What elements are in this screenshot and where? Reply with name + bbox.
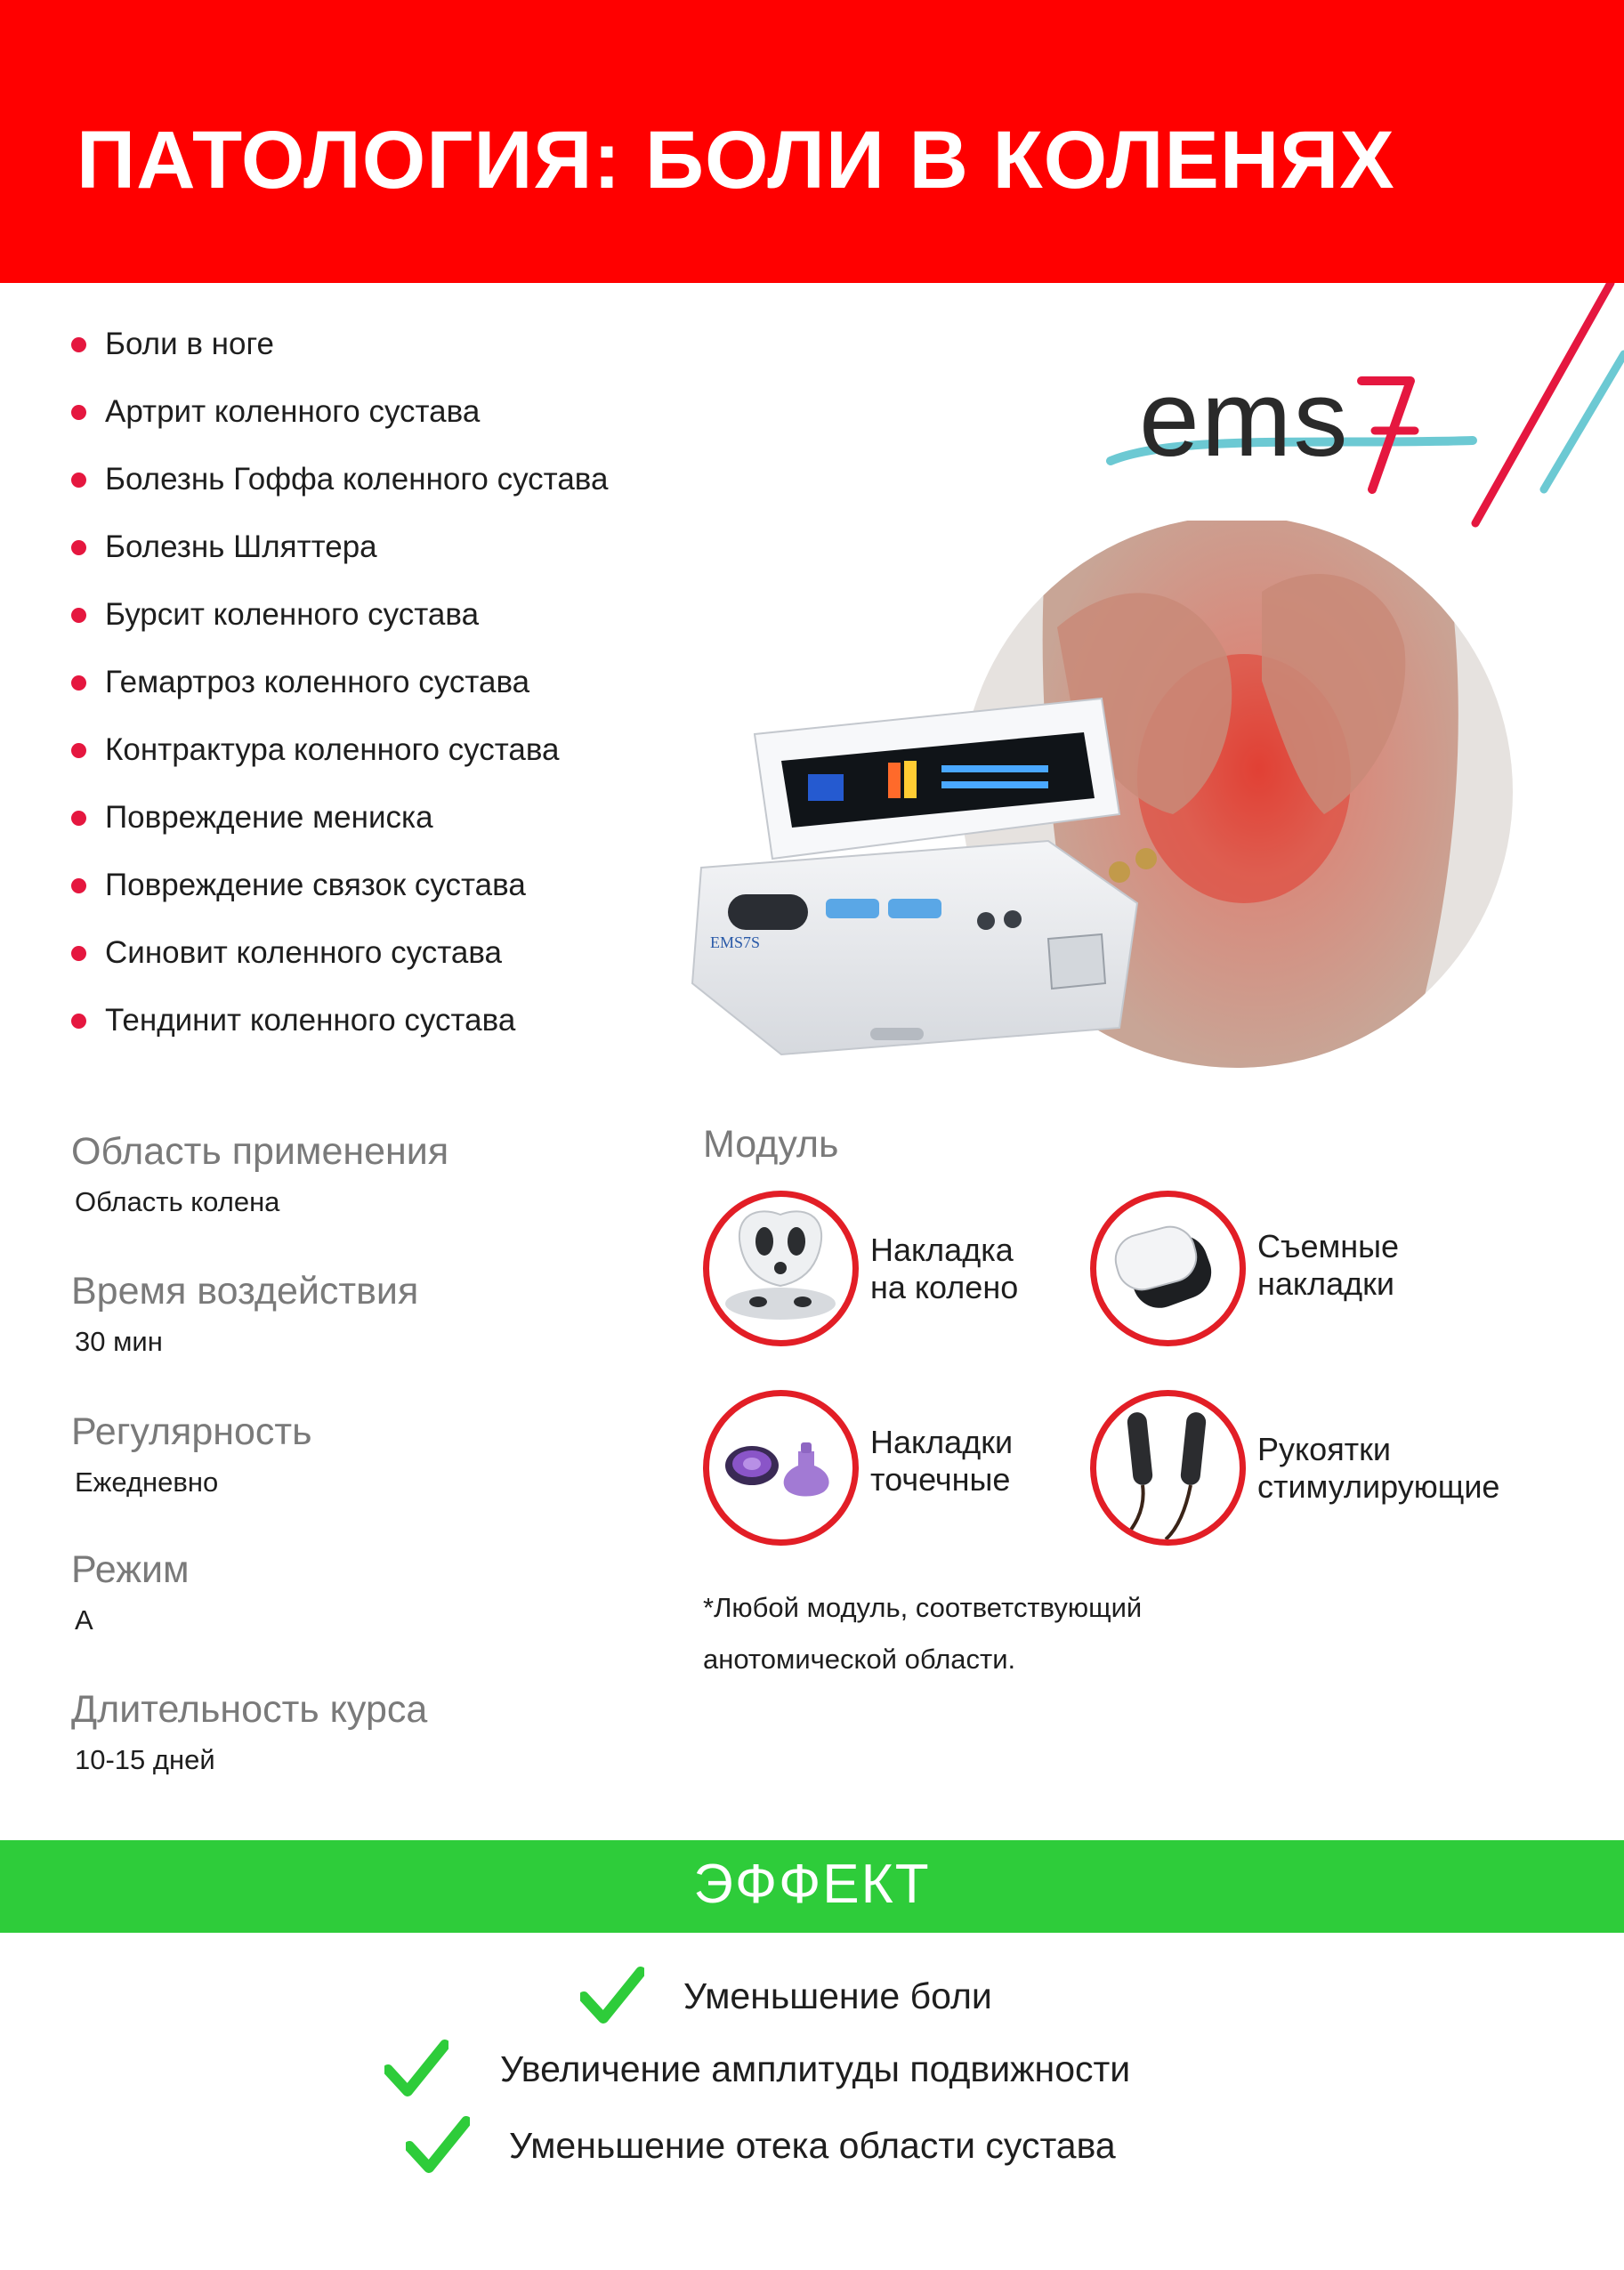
module-label: Рукоятки [1257, 1431, 1392, 1467]
param-label: Режим [71, 1548, 190, 1591]
modules-note [703, 1582, 1142, 1685]
module-label: Съемные [1257, 1228, 1400, 1264]
bullet-icon [71, 743, 86, 758]
checkmark-icon [384, 2038, 448, 2100]
checkmark-icon [580, 1965, 644, 2027]
list-item: Болезнь Шляттера [71, 525, 608, 593]
effect-title: ЭФФЕКТ [693, 1854, 931, 1915]
bullet-icon [71, 540, 86, 555]
param-value: Ежедневно [75, 1466, 219, 1498]
bullet-icon [71, 1014, 86, 1029]
list-item: Гемартроз коленного сустава [71, 660, 608, 728]
param-label: Область применения [71, 1130, 449, 1173]
module-ring [703, 1191, 859, 1346]
bullet-icon [71, 878, 86, 893]
module-ring [1090, 1390, 1246, 1546]
bullet-icon [71, 405, 86, 420]
param-time [71, 1270, 623, 1358]
point-pads-icon [709, 1396, 852, 1539]
param-value: А [75, 1604, 93, 1636]
effect-text: Уменьшение отека области сустава [509, 2125, 1116, 2166]
list-item: Синовит коленного сустава [71, 931, 608, 998]
module-label: Накладки [870, 1424, 1014, 1460]
modules-title: Модуль [703, 1123, 839, 1166]
list-item: Повреждение мениска [71, 796, 608, 863]
module-label: накладки [1257, 1265, 1394, 1302]
list-item: Тендинит коленного сустава [71, 998, 608, 1066]
param-regularity [71, 1410, 623, 1499]
param-value: 30 мин [75, 1326, 163, 1357]
module-label: стимулирующие [1257, 1468, 1500, 1505]
bullet-icon [71, 608, 86, 623]
param-value: 10-15 дней [75, 1744, 215, 1775]
effect-banner [0, 1840, 1624, 1933]
param-duration [71, 1688, 623, 1776]
knee-pad-icon [709, 1197, 852, 1340]
bullet-icon [71, 675, 86, 691]
module-label: на колено [870, 1269, 1019, 1305]
page-title: ПАТОЛОГИЯ: БОЛИ В КОЛЕНЯХ [77, 115, 1395, 206]
ems7-logo [1103, 356, 1486, 498]
effect-text: Уменьшение боли [683, 1975, 992, 2016]
hero-illustration [675, 521, 1520, 1072]
param-value: Область колена [75, 1186, 280, 1217]
bullet-icon [71, 946, 86, 961]
list-item: Бурсит коленного сустава [71, 593, 608, 660]
list-item: Болезнь Гоффа коленного сустава [71, 457, 608, 525]
param-area [71, 1130, 623, 1218]
pathology-list [71, 322, 608, 1066]
list-item: Повреждение связок сустава [71, 863, 608, 931]
module-ring [1090, 1191, 1246, 1346]
list-item: Боли в ноге [71, 322, 608, 390]
module-ring [703, 1390, 859, 1546]
list-item: Контрактура коленного сустава [71, 728, 608, 796]
module-label: точечные [870, 1461, 1011, 1498]
param-label: Время воздействия [71, 1270, 419, 1313]
device-brand-label: EMS7S [710, 933, 761, 951]
effect-text: Увеличение амплитуды подвижности [500, 2048, 1131, 2089]
bullet-icon [71, 811, 86, 826]
param-mode [71, 1548, 623, 1636]
param-label: Регулярность [71, 1410, 312, 1453]
module-removable-pads [1090, 1191, 1553, 1346]
stimulating-handles-icon [1096, 1396, 1240, 1539]
header-banner [0, 0, 1624, 283]
removable-pads-icon [1096, 1197, 1240, 1340]
note-line: *Любой модуль, соответствующий [703, 1592, 1143, 1623]
checkmark-icon [406, 2114, 470, 2177]
bullet-icon [71, 337, 86, 352]
note-line: анотомической области. [703, 1644, 1016, 1675]
list-item: Артрит коленного сустава [71, 390, 608, 457]
logo-text: ems [1139, 358, 1350, 479]
ems-device [692, 699, 1157, 1054]
module-stimulating-handles [1090, 1390, 1553, 1546]
param-label: Длительность курса [71, 1688, 428, 1731]
module-label: Накладка [870, 1232, 1014, 1268]
bullet-icon [71, 473, 86, 488]
